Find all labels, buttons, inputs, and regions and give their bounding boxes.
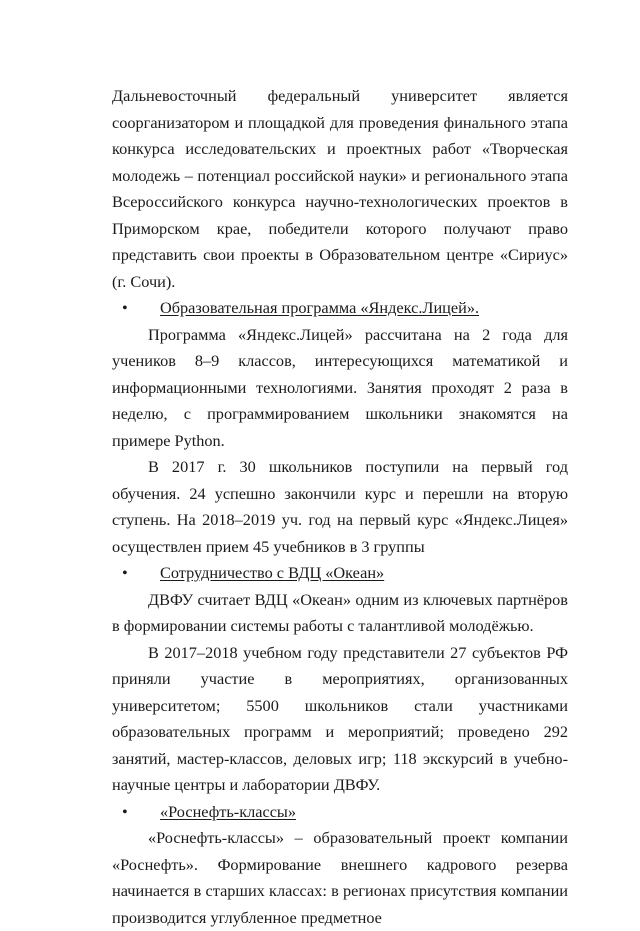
yandex-program-paragraph: Программа «Яндекс.Лицей» рассчитана на 2 года для учеников 8–9 классов, интересующихся математикой и информационными технологиями. Занятия проходят 2 раза в неделю, с программированием школьники знакомятся на примере Python. [112,324,568,450]
okean-stats-paragraph: В 2017–2018 учебном году представители 27 субъектов РФ приняли участие в мероприятиях, организованных университетом; 5500 школьников стали участниками образовательных программ и мероприятий; проведено 292 занятий, мастер-классов, деловых игр; 118 экскурсий в учебно-научные центры и лаборатории ДВФУ. [112,642,568,794]
section-heading-okean [112,560,568,587]
yandex-enrollment-paragraph: В 2017 г. 30 школьников поступили на первый год обучения. 24 успешно закончили курс и перешли на вторую ступень. На 2018–2019 уч. год на первый курс «Яндекс.Лицея» осуществлен прием 45 учебников в 3 группы [112,457,568,556]
intro-paragraph: Дальневосточный федеральный университет является соорганизатором и площадкой для проведения финального этапа конкурса исследовательских и проектных работ «Творческая молодежь – потенциал российской науки» и регионального этапа Всероссийского конкурса научно-технологических проектов в Приморском крае, победители которого получают право представить свои проекты в Образовательном центре «Сириус» (г. Сочи). [112,86,568,291]
bullet-marker: • [122,801,128,821]
okean-partner-paragraph: ДВФУ считает ВДЦ «Океан» одним из ключевых партнёров в формировании системы работы с талантливой молодёжью. [112,589,568,635]
section-heading-text: Сотрудничество с ВДЦ «Океан» [160,563,385,582]
section-heading-text: «Роснефть-классы» [160,801,297,821]
bullet-marker: • [122,298,128,317]
section-heading-text: Образовательная программа «Яндекс.Лицей». [160,298,480,317]
section-heading-rosneft [112,799,568,826]
bullet-marker: • [122,563,128,582]
section-heading-yandex-lyceum [112,295,568,322]
document-body [112,83,568,931]
rosneft-paragraph: «Роснефть-классы» – образовательный проект компании «Роснефть». Формирование внешнего кадрового резерва начинается в старших классах: в регионах присутствия компании производится углубленное предметное [112,828,568,927]
